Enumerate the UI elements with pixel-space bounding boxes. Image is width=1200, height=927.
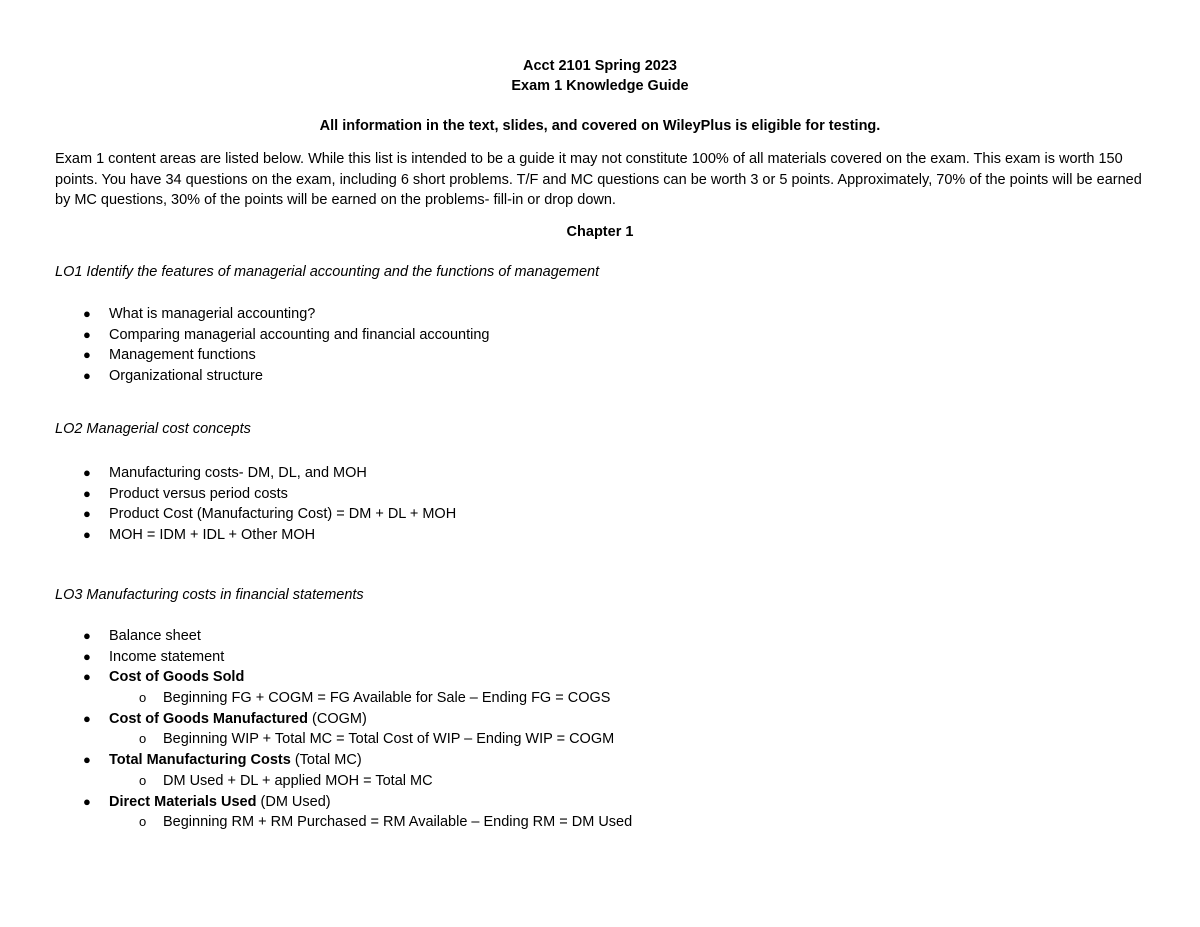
chapter-heading: Chapter 1 [566,224,634,240]
list-item: ● Cost of Goods Sold [55,667,632,688]
sub-list-item: o DM Used + DL + applied MOH = Total MC [55,771,632,792]
list-item: ● Management functions [55,345,489,366]
list-item: ● Product Cost (Manufacturing Cost) = DM + DL + MOH [55,504,456,525]
list-item: ● Direct Materials Used (DM Used) [55,792,632,813]
circle-bullet-icon: o [139,814,147,830]
sub-list-item: o Beginning RM + RM Purchased = RM Available – Ending RM = DM Used [55,812,632,833]
list-item: ● Product versus period costs [55,484,456,505]
circle-bullet-icon: o [139,690,147,706]
bullet-icon: ● [83,368,91,384]
bullet-icon: ● [83,347,91,363]
bullet-icon: ● [83,669,91,685]
list-item: ● Manufacturing costs- DM, DL, and MOH [55,463,456,484]
list-item: ● Income statement [55,647,632,668]
lo1-list [55,304,489,387]
bullet-icon: ● [83,793,91,809]
bullet-icon: ● [83,752,91,768]
lo2-list [55,463,456,546]
sub-list-item: o Beginning FG + COGM = FG Available for Sale – Ending FG = COGS [55,688,632,709]
bullet-icon: ● [83,485,91,501]
circle-bullet-icon: o [139,731,147,747]
bullet-icon: ● [83,648,91,664]
list-item: ● Balance sheet [55,626,632,647]
guide-title: Exam 1 Knowledge Guide [511,78,689,94]
list-item: ● Cost of Goods Manufactured (COGM) [55,709,632,730]
circle-bullet-icon: o [139,772,147,788]
eligibility-notice: All information in the text, slides, and covered on WileyPlus is eligible for testing. [319,118,881,134]
intro-paragraph: Exam 1 content areas are listed below. While this list is intended to be a guide it may not constitute 100% of all materials covered on the exam. This exam is worth 150 points. You have 34 questions on the exam, including 6 short problems. T/F and MC questions can be worth 3 or 5 points. Approximately, 70% of the points will be earned by MC questions, 30% of the points will be earned on the problems- fill-in or drop down. [55,151,1142,208]
bullet-icon: ● [83,326,91,342]
list-item: ● MOH = IDM + IDL + Other MOH [55,525,456,546]
bullet-icon: ● [83,306,91,321]
list-item: ● Total Manufacturing Costs (Total MC) [55,750,632,771]
bullet-icon: ● [83,527,91,543]
lo1-heading: LO1 Identify the features of managerial accounting and the functions of management [55,264,600,280]
bullet-icon: ● [83,506,91,522]
list-item: ● What is managerial accounting? [55,304,489,325]
bullet-icon: ● [83,465,91,480]
sub-list-item: o Beginning WIP + Total MC = Total Cost of WIP – Ending WIP = COGM [55,729,632,750]
lo2-heading: LO2 Managerial cost concepts [55,421,251,437]
lo3-heading: LO3 Manufacturing costs in financial statements [55,587,364,603]
bullet-icon: ● [83,710,91,726]
list-item: ● Organizational structure [55,366,489,387]
lo3-list [55,626,632,833]
course-title: Acct 2101 Spring 2023 [523,58,677,74]
list-item: ● Comparing managerial accounting and financial accounting [55,325,489,346]
bullet-icon: ● [83,628,91,643]
